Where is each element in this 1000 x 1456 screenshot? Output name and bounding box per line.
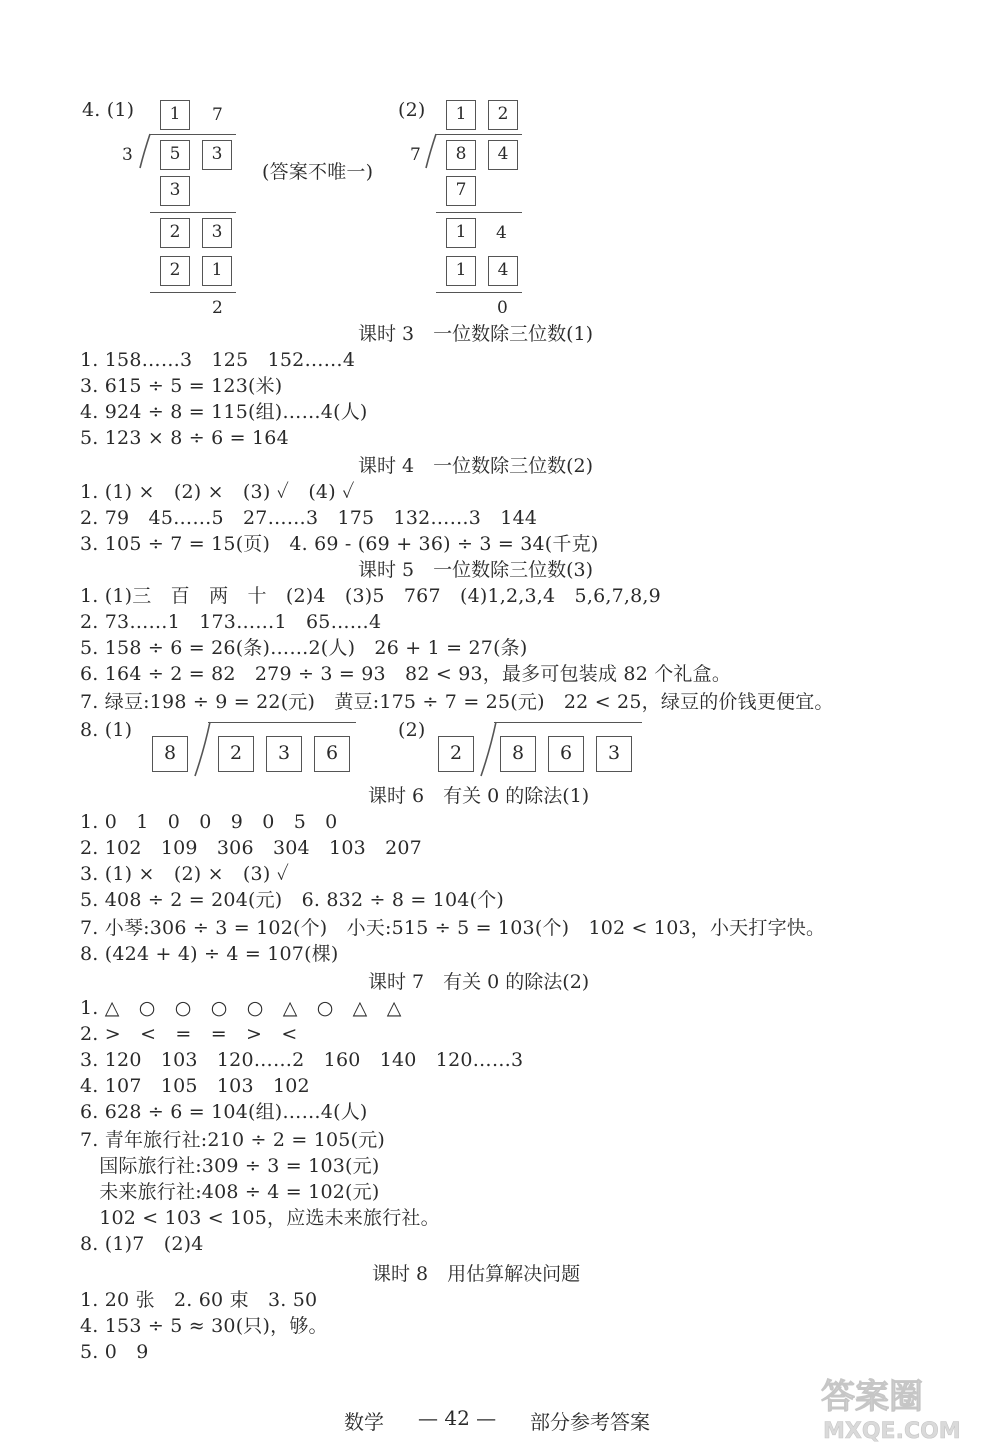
answer-line: 5. 408 ÷ 2 = 204(元) 6. 832 ÷ 8 = 104(个) bbox=[80, 889, 505, 911]
answer-line: 1. (1) × (2) × (3) ✓ (4) ✓ bbox=[80, 481, 355, 503]
division-bar bbox=[436, 134, 522, 135]
division-bracket bbox=[480, 720, 498, 778]
q4-note: (答案不唯一) bbox=[262, 161, 374, 183]
q4-label-2: (2) bbox=[398, 99, 426, 121]
svg-text:答案圈: 答案圈 bbox=[821, 1377, 923, 1417]
dividend-digit-box: 6 bbox=[314, 736, 350, 772]
svg-text:MXQE.COM: MXQE.COM bbox=[823, 1419, 961, 1444]
step-line bbox=[150, 212, 236, 213]
answer-line: 国际旅行社:309 ÷ 3 = 103(元) bbox=[80, 1155, 380, 1177]
quotient-digit: 7 bbox=[212, 105, 223, 125]
dividend-digit-box: 4 bbox=[488, 140, 518, 170]
step-line bbox=[436, 212, 522, 213]
lesson-heading: 课时 6 有关 0 的除法(1) bbox=[368, 785, 590, 807]
lesson-heading: 课时 8 用估算解决问题 bbox=[372, 1263, 581, 1285]
division-bar bbox=[494, 722, 642, 723]
answer-line: 6. 628 ÷ 6 = 104(组)……4(人) bbox=[80, 1101, 368, 1123]
dividend-digit-box: 6 bbox=[548, 736, 584, 772]
step-digit-box: 1 bbox=[446, 218, 476, 248]
dividend-digit-box: 3 bbox=[202, 140, 232, 170]
divisor: 7 bbox=[410, 145, 421, 165]
lesson-heading: 课时 3 一位数除三位数(1) bbox=[358, 323, 594, 345]
answer-line: 7. 青年旅行社:210 ÷ 2 = 105(元) bbox=[80, 1129, 386, 1151]
step-digit-box: 3 bbox=[160, 176, 190, 206]
step-line bbox=[150, 292, 236, 293]
answer-line: 4. 924 ÷ 8 = 115(组)……4(人) bbox=[80, 401, 368, 423]
answer-line: 1. 0 1 0 0 9 0 5 0 bbox=[80, 811, 338, 833]
answer-line: 8. (424 + 4) ÷ 4 = 107(棵) bbox=[80, 943, 339, 965]
division-bracket bbox=[426, 134, 440, 170]
remainder: 2 bbox=[212, 298, 223, 318]
answer-line: 5. 0 9 bbox=[80, 1341, 149, 1363]
divisor-box: 8 bbox=[152, 736, 188, 772]
step-digit-box: 4 bbox=[488, 256, 518, 286]
answer-line: 4. 107 105 103 102 bbox=[80, 1075, 310, 1097]
quotient-digit-box: 1 bbox=[160, 100, 190, 130]
dividend-digit-box: 8 bbox=[446, 140, 476, 170]
q8-label-1: 8. (1) bbox=[80, 719, 133, 741]
answer-line: 3. 105 ÷ 7 = 15(页) 4. 69 - (69 + 36) ÷ 3 = 34(千克) bbox=[80, 533, 599, 555]
remainder: 0 bbox=[497, 298, 508, 318]
division-bracket bbox=[194, 720, 212, 778]
lesson-heading: 课时 4 一位数除三位数(2) bbox=[358, 455, 594, 477]
q4-label-1: 4. (1) bbox=[82, 99, 135, 121]
page-number: — 42 — bbox=[418, 1406, 497, 1430]
divisor: 3 bbox=[122, 145, 133, 165]
quotient-digit-box: 1 bbox=[446, 100, 476, 130]
watermark-logo bbox=[813, 1368, 988, 1446]
answer-line: 未来旅行社:408 ÷ 4 = 102(元) bbox=[80, 1181, 380, 1203]
lesson-heading: 课时 7 有关 0 的除法(2) bbox=[368, 971, 590, 993]
divisor-box: 2 bbox=[438, 736, 474, 772]
answer-line: 1. △ ○ ○ ○ ○ △ ○ △ △ bbox=[80, 997, 402, 1019]
answer-line: 5. 123 × 8 ÷ 6 = 164 bbox=[80, 427, 289, 449]
step-digit-box: 2 bbox=[160, 256, 190, 286]
lesson-heading: 课时 5 一位数除三位数(3) bbox=[358, 559, 594, 581]
answer-line: 102 < 103 < 105，应选未来旅行社。 bbox=[80, 1207, 440, 1229]
watermark-graphic bbox=[813, 1368, 988, 1446]
footer-subject: 数学 bbox=[344, 1410, 384, 1434]
step-digit-box: 1 bbox=[202, 256, 232, 286]
answer-line: 1. (1)三 百 两 十 (2)4 (3)5 767 (4)1,2,3,4 5,6,7,8,9 bbox=[80, 585, 661, 607]
answer-line: 6. 164 ÷ 2 = 82 279 ÷ 3 = 93 82 < 93，最多可包装成 82 个礼盒。 bbox=[80, 663, 732, 685]
dividend-digit-box: 2 bbox=[218, 736, 254, 772]
step-digit-box: 2 bbox=[160, 218, 190, 248]
step-digit: 4 bbox=[496, 223, 507, 243]
quotient-digit-box: 2 bbox=[488, 100, 518, 130]
answer-line: 1. 20 张 2. 60 束 3. 50 bbox=[80, 1289, 318, 1311]
step-line bbox=[436, 292, 522, 293]
answer-line: 2. 79 45……5 27……3 175 132……3 144 bbox=[80, 507, 538, 529]
answer-line: 8. (1)7 (2)4 bbox=[80, 1233, 204, 1255]
answer-line: 1. 158……3 125 152……4 bbox=[80, 349, 356, 371]
footer-section: 部分参考答案 bbox=[530, 1410, 650, 1434]
answer-line: 3. 615 ÷ 5 = 123(米) bbox=[80, 375, 283, 397]
step-digit-box: 7 bbox=[446, 176, 476, 206]
division-bracket bbox=[140, 134, 154, 170]
step-digit-box: 3 bbox=[202, 218, 232, 248]
answer-line: 2. > < = = > < bbox=[80, 1023, 298, 1045]
answer-line: 5. 158 ÷ 6 = 26(条)……2(人) 26 + 1 = 27(条) bbox=[80, 637, 528, 659]
answer-line: 3. (1) × (2) × (3) ✓ bbox=[80, 863, 290, 885]
answer-line: 2. 73……1 173……1 65……4 bbox=[80, 611, 382, 633]
answer-line: 7. 绿豆:198 ÷ 9 = 22(元) 黄豆:175 ÷ 7 = 25(元) 22 < 25，绿豆的价钱更便宜。 bbox=[80, 691, 834, 713]
dividend-digit-box: 3 bbox=[596, 736, 632, 772]
answer-line: 7. 小琴:306 ÷ 3 = 102(个) 小天:515 ÷ 5 = 103(个) 102 < 103，小天打字快。 bbox=[80, 917, 826, 939]
q8-label-2: (2) bbox=[398, 719, 426, 741]
answer-line: 3. 120 103 120……2 160 140 120……3 bbox=[80, 1049, 524, 1071]
answer-line: 2. 102 109 306 304 103 207 bbox=[80, 837, 422, 859]
answer-line: 4. 153 ÷ 5 ≈ 30(只)，够。 bbox=[80, 1315, 328, 1337]
division-bar bbox=[150, 134, 236, 135]
division-bar bbox=[208, 722, 356, 723]
dividend-digit-box: 3 bbox=[266, 736, 302, 772]
dividend-digit-box: 8 bbox=[500, 736, 536, 772]
step-digit-box: 1 bbox=[446, 256, 476, 286]
dividend-digit-box: 5 bbox=[160, 140, 190, 170]
